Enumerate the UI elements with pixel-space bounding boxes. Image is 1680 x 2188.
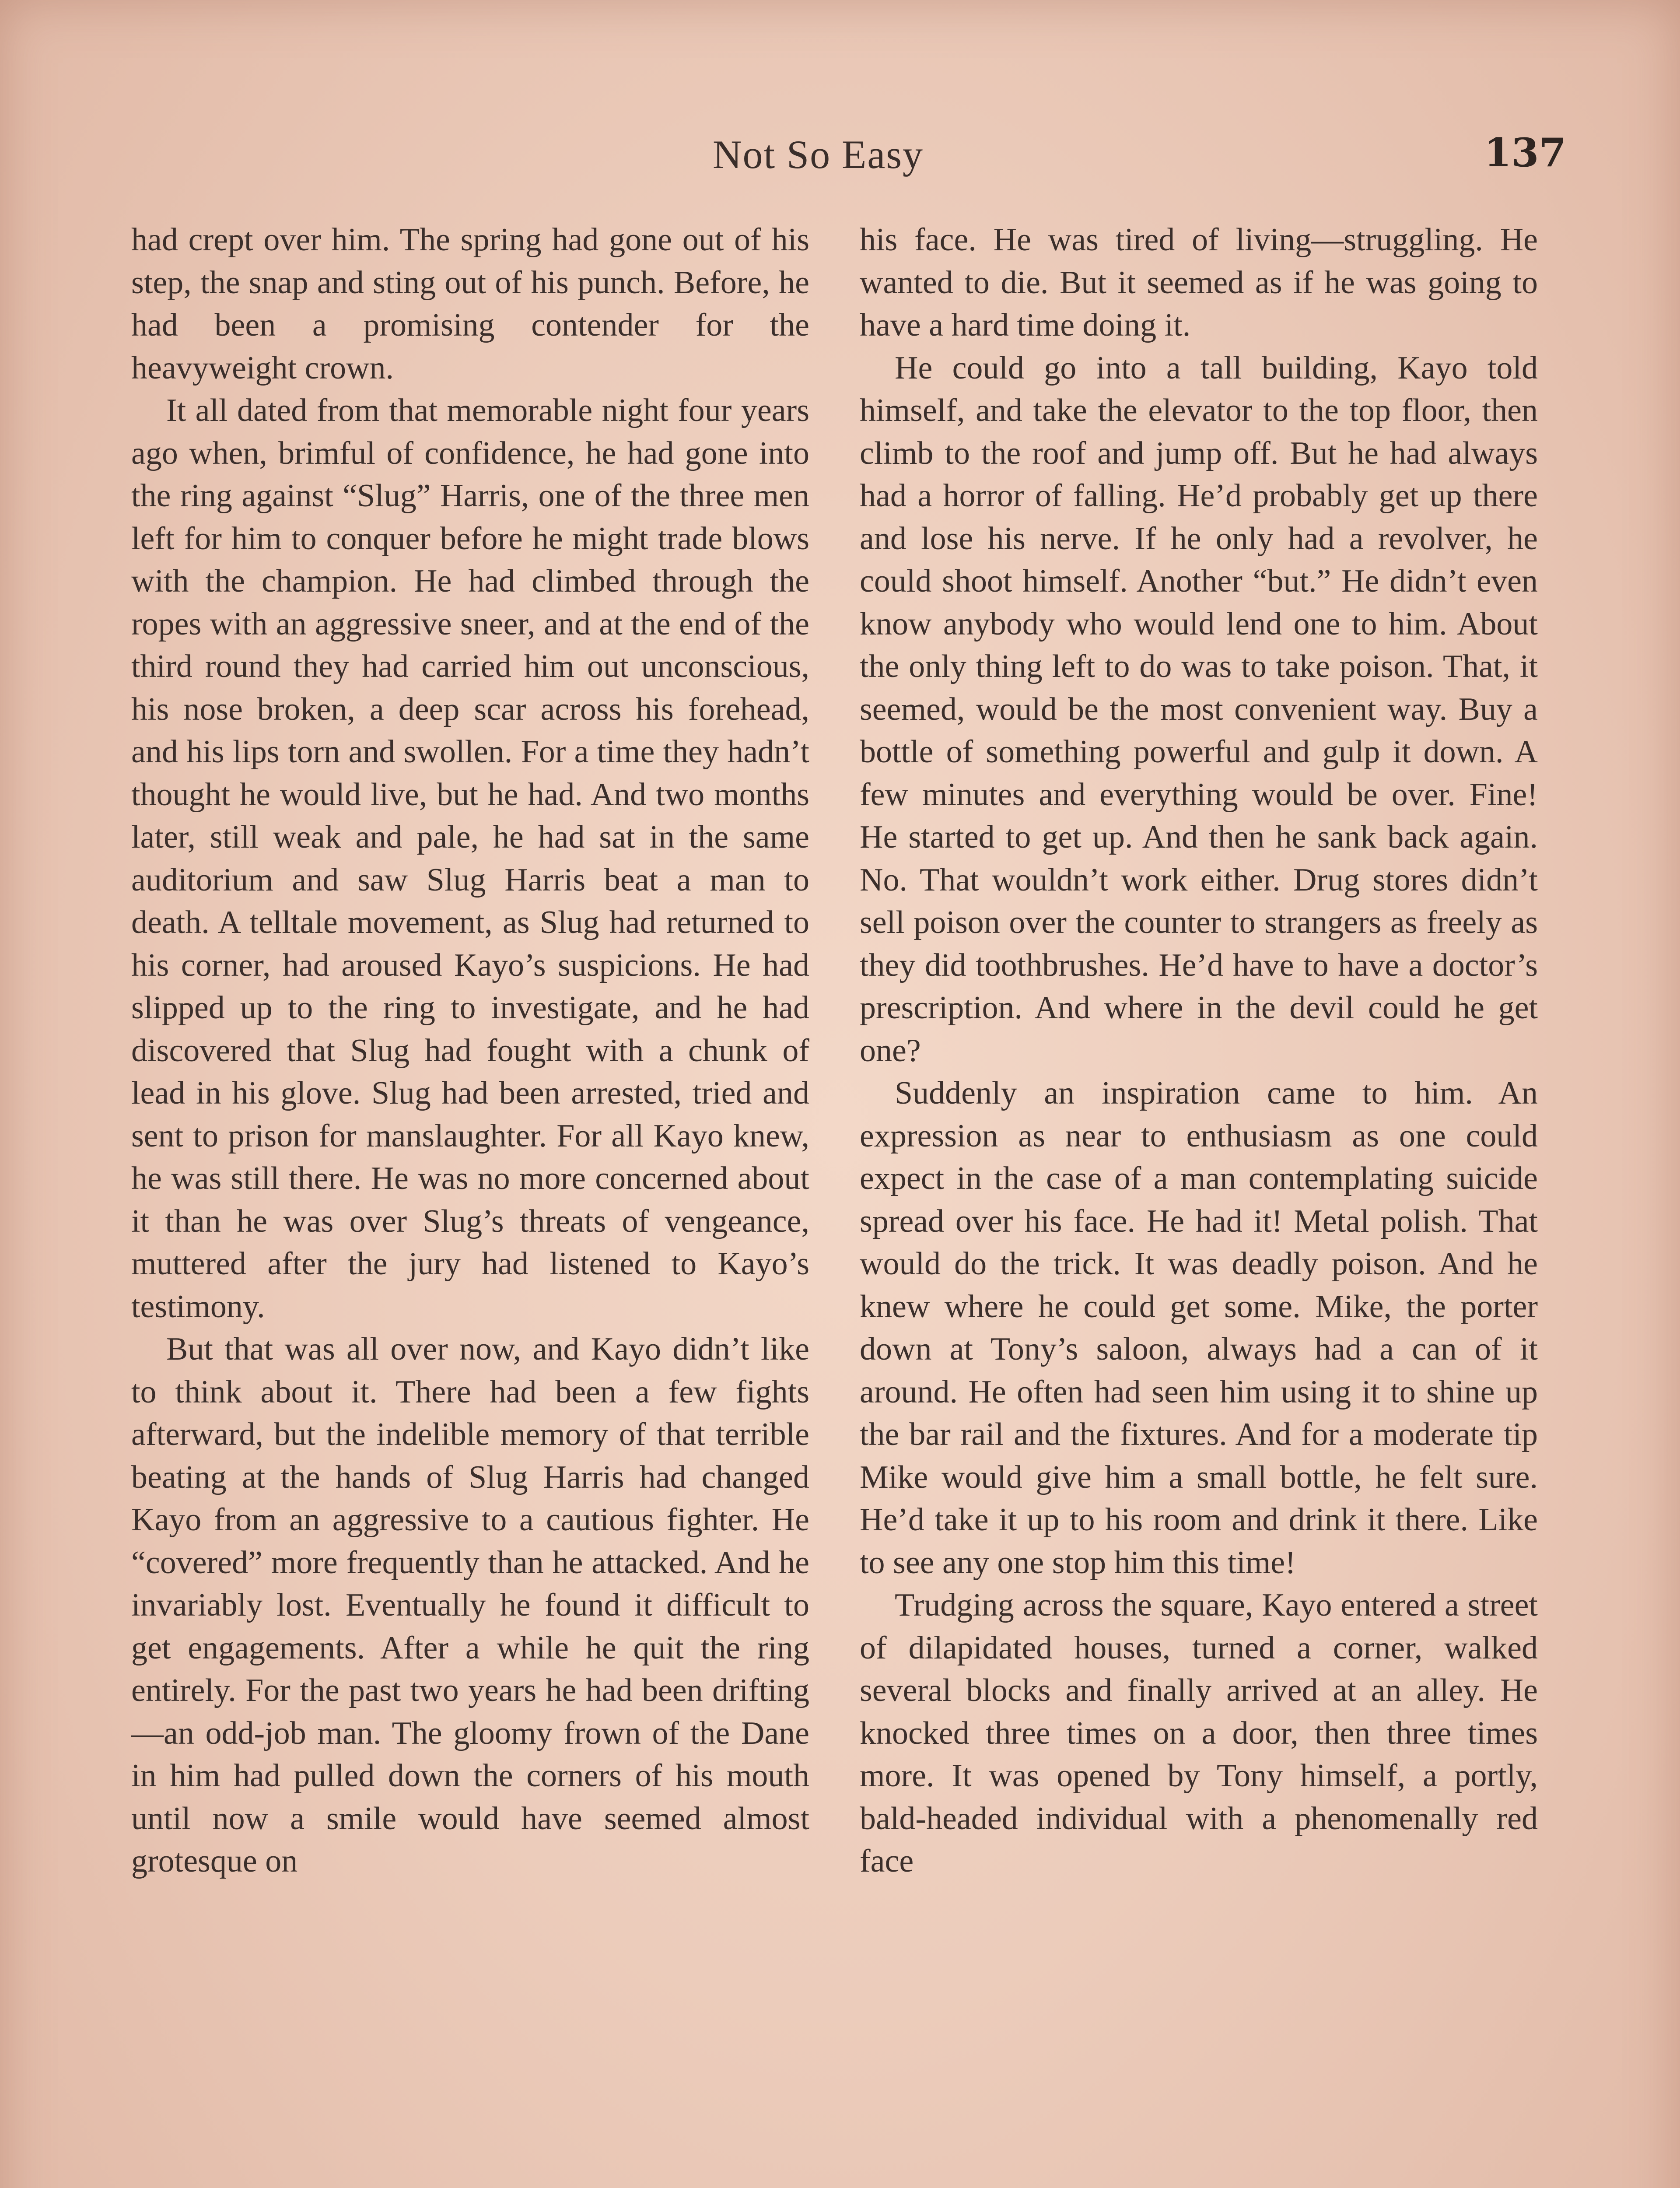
page-number: 137 [1484, 130, 1566, 176]
paragraph: Trudging across the square, Kayo entered a street of dilapidated houses, turned a corner, walked several blocks and finally arrived at an alley. He knocked three times on a door, then three times more. It was opened by Tony himself, a portly, bald-headed individual with a phenomenally red face [860, 1587, 1538, 1879]
paragraph: It all dated from that memorable night four years ago when, brimful of confidence, he had gone into the ring against “Slug” Harris, one of the three men left for him to conquer before he might trade blows with the champion. He had climbed through the ropes with an aggressive sneer, and at the end of the third round they had carried him out unconscious, his nose broken, a deep scar across his forehead, and his lips torn and swollen. For a time they hadn’t thought he would live, but he had. And two months later, still weak and pale, he had sat in the same auditorium and saw Slug Harris beat a man to death. A telltale movement, as Slug had returned to his corner, had aroused Kayo’s suspicions. He had slipped up to the ring to investigate, and he had discovered that Slug had fought with a chunk of lead in his glove. Slug had been arrested, tried and sent to prison for manslaughter. For all Kayo knew, he was still there. He was no more concerned about it than he was over Slug’s threats of vengeance, muttered after the jury had listened to Kayo’s testimony. [131, 393, 809, 1325]
paragraph: He could go into a tall building, Kayo told himself, and take the elevator to the top floor, then climb to the roof and jump off. But he had always had a horror of falling. He’d probably get up there and lose his nerve. If he only had a revolver, he could shoot himself. Another “but.” He didn’t even know anybody who would lend one to him. About the only thing left to do was to take poison. That, it seemed, would be the most convenient way. Buy a bottle of something powerful and gulp it down. A few minutes and everything would be over. Fine! He started to get up. And then he sank back again. No. That wouldn’t work either. Drug stores didn’t sell poison over the counter to strangers as freely as they did toothbrushes. He’d have to have a doctor’s prescription. And where in the devil could he get one? [860, 350, 1538, 1069]
paragraph: his face. He was tired of living—struggling. He wanted to die. But it seemed as if he was going to have a hard time doing it. [860, 222, 1538, 343]
text-column-left [131, 219, 809, 2188]
paragraph: Suddenly an inspiration came to him. An expression as near to enthusiasm as one could expect in the case of a man contemplating suicide spread over his face. He had it! Metal polish. That would do the trick. It was deadly poison. And he knew where he could get some. Mike, the porter down at Tony’s saloon, always had a can of it around. He often had seen him using it to shine up the bar rail and the fixtures. And for a moderate tip Mike would give him a small bottle, he felt sure. He’d take it up to his room and drink it there. Like to see any one stop him this time! [860, 1075, 1538, 1581]
text-column-right [860, 219, 1538, 2188]
running-title: Not So Easy [713, 132, 924, 177]
paragraph: But that was all over now, and Kayo didn’t like to think about it. There had been a few fights afterward, but the indelible memory of that terrible beating at the hands of Slug Harris had changed Kayo from an aggressive to a cautious fighter. He “covered” more frequently than he attacked. And he invariably lost. Eventually he found it difficult to get engagements. After a while he quit the ring entirely. For the past two years he had been drifting—an odd-job man. The gloomy frown of the Dane in him had pulled down the corners of his mouth until now a smile would have seemed almost grotesque on [131, 1331, 809, 1879]
running-header [0, 131, 1680, 188]
paragraph: had crept over him. The spring had gone out of his step, the snap and sting out of his punch. Before, he had been a promising contender for the heavyweight crown. [131, 222, 809, 386]
